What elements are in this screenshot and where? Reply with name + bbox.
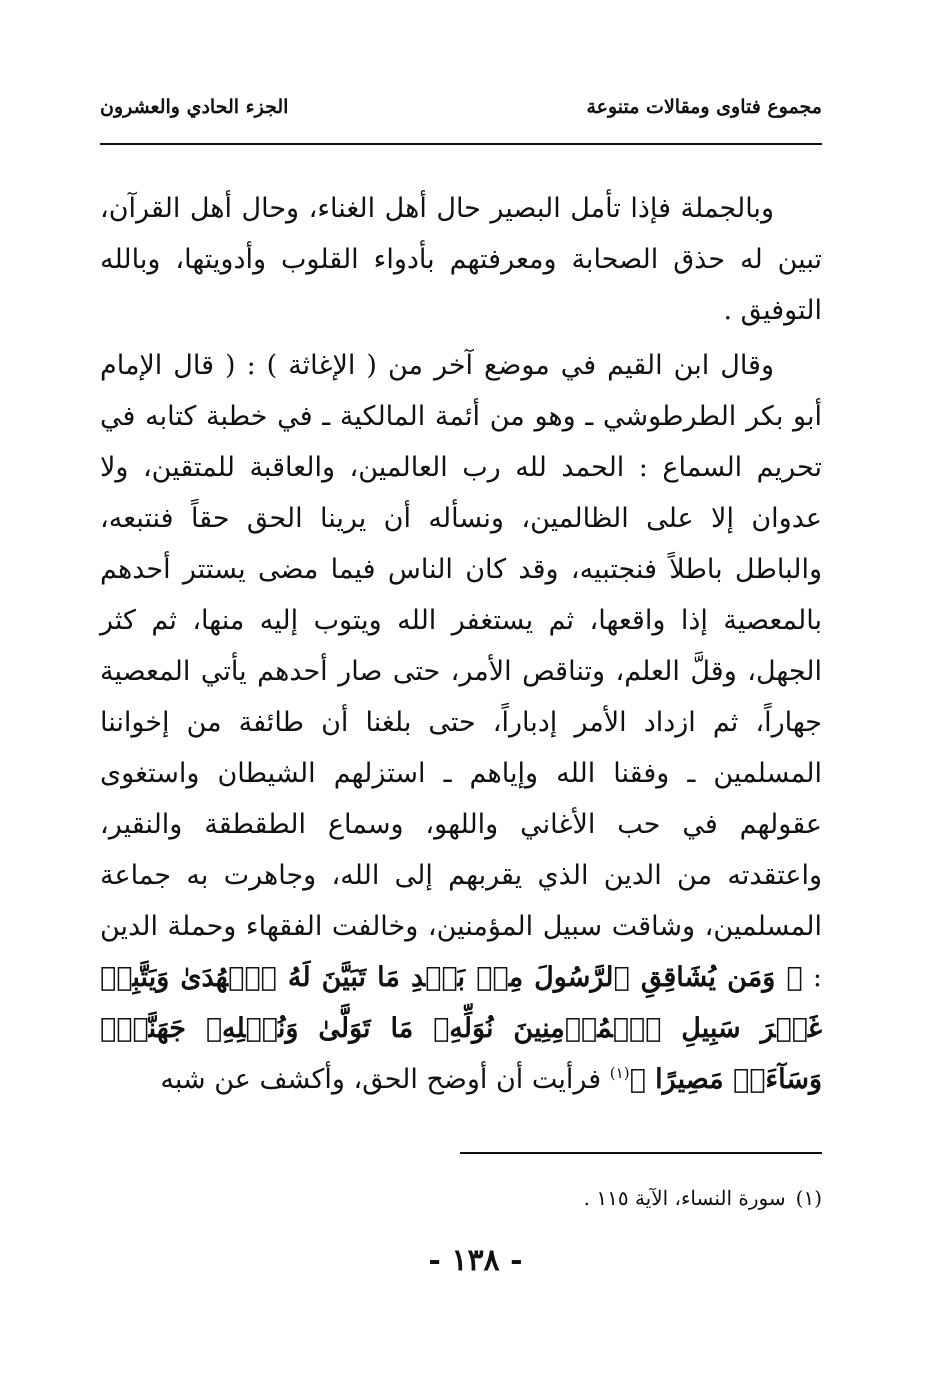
footnote-number: (١) [795, 1186, 822, 1210]
quran-verse: ﴿ وَمَن يُشَاقِقِ ٱلرَّسُولَ مِنۢ بَعۡدِ مَا تَبَيَّنَ لَهُ ٱلۡهُدَىٰ وَيَتَّبِعۡ غَيۡرَ سَبِيلِ ٱلۡمُؤۡمِنِينَ نُوَلِّهِۦ مَا تَوَلَّىٰ وَنُصۡلِهِۦ جَهَنَّمَۖ وَسَآءَتۡ مَصِيرًا ﴾ [100, 962, 822, 1095]
paragraph-2 [100, 340, 822, 1105]
paragraph-2-text: وقال ابن القيم في موضع آخر من ( الإغاثة ) : ( قال الإمام أبو بكر الطرطوشي ـ وهو من أئمة المالكية ـ في خطبة كتابه في تحريم السماع : الحمد لله رب العالمين، والعاقبة للمتقين، ولا عدوان إلا على الظالمين، ونسأله أن يرينا الحق حقاً فنتبعه، والباطل باطلاً فنجتبيه، وقد كان الناس فيما مضى يستتر أحدهم بالمعصية إذا واقعها، ثم يستغفر الله ويتوب إليه منها، ثم كثر الجهل، وقلَّ العلم، وتناقص الأمر، حتى صار أحدهم يأتي المعصية جهاراً، ثم ازداد الأمر إدباراً، حتى بلغنا أن طائفة من إخواننا المسلمين ـ وفقنا الله وإياهم ـ استزلهم الشيطان واستغوى عقولهم في حب الأغاني واللهو، وسماع الطقطقة والنقير، واعتقدته من الدين الذي يقربهم إلى الله، وجاهرت به جماعة المسلمين، وشاقت سبيل المؤمنين، وخالفت الفقهاء وحملة الدين : [100, 350, 823, 993]
page-header [100, 96, 822, 136]
footnote-divider [460, 1152, 822, 1154]
main-text [100, 183, 822, 1105]
paragraph-1 [100, 183, 822, 336]
footnote-reference: (١) [609, 1064, 630, 1082]
footnote [100, 1186, 822, 1210]
header-book-title: مجموع فتاوى ومقالات متنوعة [586, 96, 822, 118]
header-volume: الجزء الحادي والعشرون [100, 96, 289, 118]
header-divider [100, 143, 822, 145]
paragraph-1-text: وبالجملة فإذا تأمل البصير حال أهل الغناء، وحال أهل القرآن، تبين له حذق الصحابة ومعرفتهم بأدواء القلوب وأدويتها، وبالله التوفيق . [100, 193, 822, 326]
page-number: - ١٣٨ - [428, 1243, 523, 1278]
footnote-text: سورة النساء، الآية ١١٥ . [583, 1186, 786, 1210]
paragraph-2-tail: فرأيت أن أوضح الحق، وأكشف عن شبه [160, 1064, 602, 1095]
